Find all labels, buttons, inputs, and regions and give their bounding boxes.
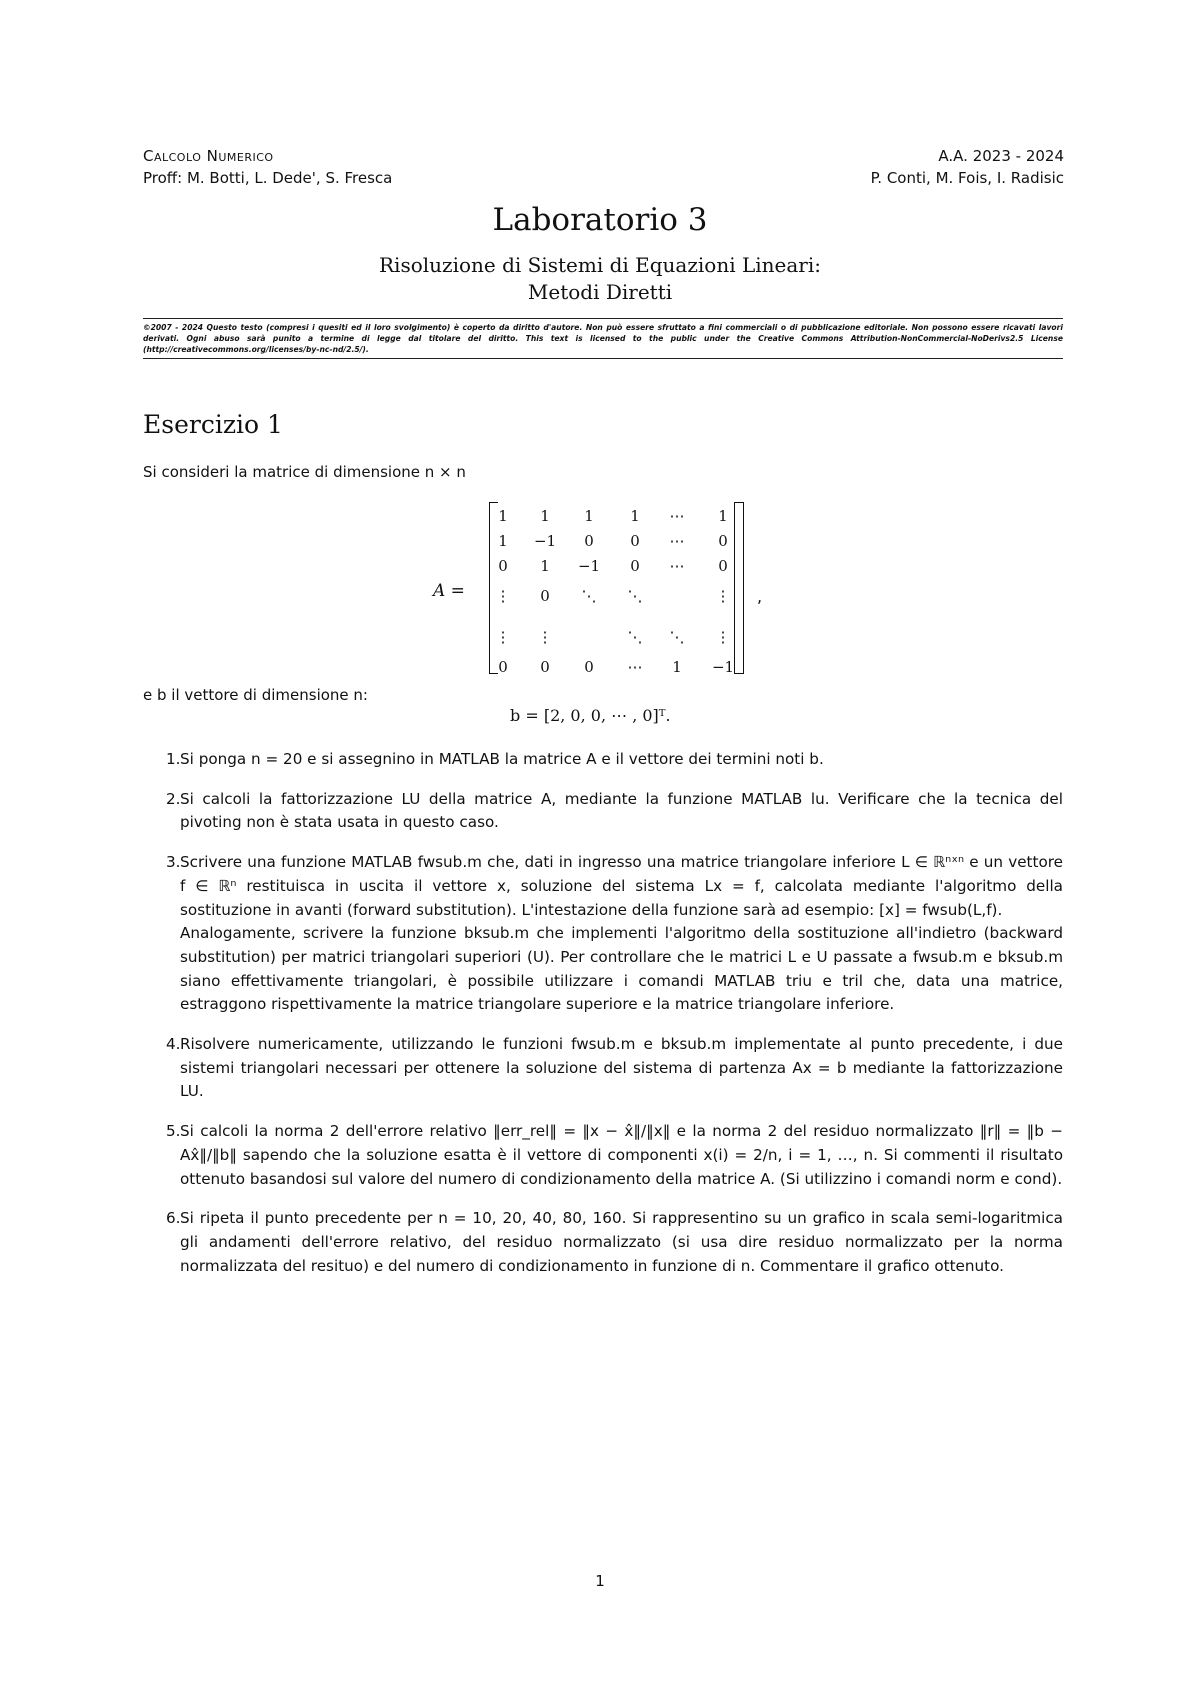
matrix-cell: −1 (533, 532, 557, 550)
matrix-cell: −1 (577, 557, 601, 575)
matrix-cell: 1 (584, 507, 594, 525)
list-item (143, 1120, 1063, 1191)
matrix-cell: ⋯ (669, 507, 685, 525)
matrix-label: A = (433, 581, 465, 601)
list-item (143, 1207, 1063, 1278)
subtitle (0, 252, 1200, 306)
matrix-cell: ⋯ (669, 532, 685, 550)
matrix-cell: 0 (718, 557, 728, 575)
matrix-cell: 1 (498, 532, 508, 550)
item-text: Scrivere una funzione MATLAB fwsub.m che, dati in ingresso una matrice triangolare inferiore L ∈ ℝⁿˣⁿ e un vettore f ∈ ℝⁿ restituisca in uscita il vettore x, soluzione del sistema Lx = f, calcolata mediante l'algoritmo della sostituzione in avanti (forward substitution). L'intestazione della funzione sarà ad esempio: [x] = fwsub(L,f). (180, 853, 1063, 919)
exercise-items (143, 748, 1063, 1294)
matrix-cell: 1 (672, 658, 682, 676)
matrix-cell: 0 (540, 658, 550, 676)
subtitle-line-2: Metodi Diretti (527, 280, 673, 304)
matrix-cell: 0 (498, 658, 508, 676)
item-number: 2. (166, 789, 181, 808)
list-item (143, 788, 1063, 835)
matrix-cell: ⋱ (669, 628, 685, 646)
matrix-cell: 0 (584, 532, 594, 550)
header-right (871, 145, 1064, 189)
header-left (143, 145, 392, 189)
matrix-cell: 1 (630, 507, 640, 525)
matrix-cell: ⋱ (627, 587, 643, 605)
academic-year: A.A. 2023 - 2024 (938, 147, 1064, 165)
matrix-cell: ⋮ (715, 628, 731, 646)
intro-text: Si consideri la matrice di dimensione n × n (143, 463, 466, 481)
item-number: 6. (166, 1209, 181, 1228)
matrix-cell: 0 (630, 557, 640, 575)
assistants: P. Conti, M. Fois, I. Radisic (870, 169, 1064, 187)
copyright-notice: ©2007 - 2024 Questo testo (compresi i quesiti ed il loro svolgimento) è coperto da diritto d'autore. Non può essere sfruttato a fini commerciali o di pubblicazione editoriale. Non possono essere ricavati lavori derivati. Ogni abuso sarà punito a termine di legge dal titolare del diritto. This text is licensed to the public under the Creative Commons Attribution-NonCommercial-NoDerivs2.5 License (http://creativecommons.org/licenses/by-nc-nd/2.5/). (143, 323, 1063, 355)
item-number: 1. (166, 750, 181, 768)
matrix-trailing-comma: , (757, 587, 763, 606)
item-number: 4. (166, 1035, 181, 1054)
item-text: Si calcoli la norma 2 dell'errore relativo ‖err_rel‖ = ‖x − x̂‖/‖x‖ e la norma 2 del residuo normalizzato ‖r‖ = ‖b − Ax̂‖/‖b‖ sapendo che la soluzione esatta è il vettore di componenti x(i) = 2/n, i = 1, …, n. Si commenti il risultato ottenuto basandosi sul valore del numero di condizionamento della matrice A. (Si utilizzino i comandi norm e cond). (180, 1122, 1063, 1188)
item-number: 3. (166, 853, 181, 872)
matrix-cell: ⋯ (669, 557, 685, 575)
matrix-cell: 0 (584, 658, 594, 676)
matrix-cell: 1 (540, 557, 550, 575)
course-name: Calcolo Numerico (143, 147, 274, 165)
list-item (143, 851, 1063, 1017)
matrix-cell: 1 (540, 507, 550, 525)
subtitle-line-1: Risoluzione di Sistemi di Equazioni Lineari: (379, 253, 821, 277)
divider-bottom (143, 358, 1063, 359)
matrix-cell: 0 (718, 532, 728, 550)
item-text: Risolvere numericamente, utilizzando le funzioni fwsub.m e bksub.m implementate al punto precedente, i due sistemi triangolari necessari per ottenere la soluzione del sistema di partenza Ax = b mediante la fattorizzazione LU. (180, 1035, 1063, 1101)
list-item (143, 748, 1063, 772)
matrix-cell: ⋮ (537, 628, 553, 646)
item-text: Si calcoli la fattorizzazione LU della matrice A, mediante la funzione MATLAB lu. Verificare che la tecnica del pivoting non è stata usata in questo caso. (180, 789, 1063, 832)
matrix-cell: 1 (498, 507, 508, 525)
divider-top (143, 318, 1063, 319)
matrix-cell: ⋯ (627, 658, 643, 676)
professors: Proff: M. Botti, L. Dede', S. Fresca (143, 169, 393, 187)
matrix-cell: ⋱ (581, 587, 597, 605)
b-vector-definition: b = [2, 0, 0, ⋯ , 0]ᵀ. (510, 706, 671, 725)
page-number: 1 (595, 1572, 605, 1590)
matrix-cell: 1 (718, 507, 728, 525)
b-intro-text: e b il vettore di dimensione n: (143, 686, 368, 704)
list-item (143, 1033, 1063, 1104)
matrix-cell: 0 (498, 557, 508, 575)
matrix-cell: ⋱ (627, 628, 643, 646)
item-text: Si ripeta il punto precedente per n = 10, 20, 40, 80, 160. Si rappresentino su un grafico in scala semi-logaritmica gli andamenti dell'errore relativo, del residuo normalizzato (si usa dire residuo normalizzato per la norma normalizzata del resituo) e del numero di condizionamento in funzione di n. Commentare il grafico ottenuto. (180, 1209, 1063, 1275)
item-text-continued: Analogamente, scrivere la funzione bksub.m che implementi l'algoritmo della sostituzione all'indietro (backward substitution) per matrici triangolari superiori (U). Per controllare che le matrici L e U passate a fwsub.m e bksub.m siano effettivamente triangolari, è possibile utilizzare i comandi MATLAB triu e tril che, data una matrice, estraggono rispettivamente la matrice triangolare superiore e la matrice triangolare inferiore. (180, 924, 1063, 1014)
matrix-cell: ⋮ (495, 628, 511, 646)
matrix-cell: ⋮ (495, 587, 511, 605)
matrix-cell: −1 (711, 658, 735, 676)
matrix-cell: 0 (540, 587, 550, 605)
item-number: 5. (166, 1122, 181, 1141)
page-title: Laboratorio 3 (492, 202, 708, 238)
exercise-title: Esercizio 1 (143, 410, 283, 439)
item-text: Si ponga n = 20 e si assegnino in MATLAB la matrice A e il vettore dei termini noti b. (180, 750, 824, 768)
matrix-cell: 0 (630, 532, 640, 550)
matrix-cell: ⋮ (715, 587, 731, 605)
